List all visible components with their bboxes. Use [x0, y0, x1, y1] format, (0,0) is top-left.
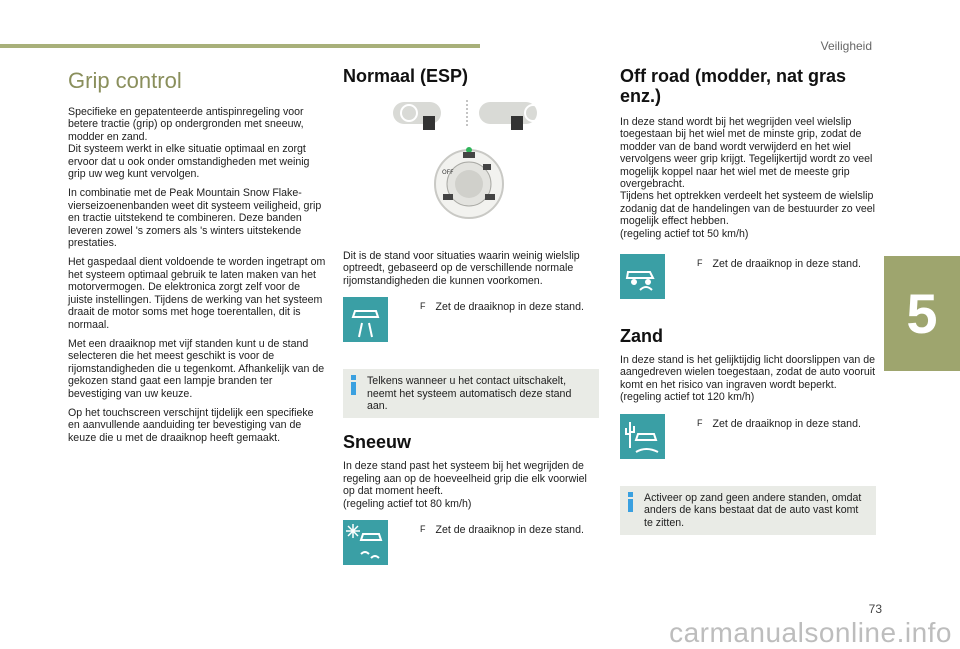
info-text-normal: Telkens wanneer u het contact uitschakelt, neemt het systeem automatisch deze stand aan. [367, 375, 572, 413]
instruction-text: Zet de draaiknop in deze stand. [435, 301, 584, 314]
bullet-marker: F [697, 417, 703, 428]
bullet-marker: F [697, 258, 703, 269]
heading-snow: Sneeuw [343, 432, 412, 453]
instruction-snow [343, 520, 599, 582]
header-accent-bar [0, 44, 480, 48]
instruction-text: Zet de draaiknop in deze stand. [712, 258, 861, 271]
heading-sand: Zand [620, 326, 663, 347]
column-offroad-sand [620, 62, 876, 547]
bullet-marker: F [420, 524, 426, 535]
page-number: 73 [868, 602, 882, 616]
sand-description: In deze stand is het gelijktijdig licht doorslippen van de aangedreven wielen toegestaan, zodat de auto vooruit komt en het risico van ingraven wordt beperkt. (regeling actief tot 120 km/h) [620, 354, 876, 404]
column-normal-snow [343, 62, 599, 592]
normal-description: Dit is de stand voor situaties waarin weinig wielslip optreedt, gebaseerd op de verschillende normale rijomstandigheden die kunnen voorkomen. [343, 250, 580, 287]
instruction-normal [343, 297, 599, 359]
normal-mode-icon [343, 297, 388, 342]
intro-paragraph-3: Het gaspedaal dient voldoende te worden ingetrapt om het systeem optimaal gebruik te laten maken van het motorvermogen. De elektronica zorgt zelf voor de juiste instellingen. Tijdens de werking van het systeem draait de motor soms met hoge toerentallen, dit is normaal. [68, 256, 326, 331]
info-box-normal [343, 369, 599, 418]
intro-paragraph-1: Specifieke en gepatenteerde antispinregeling voor betere tractie (grip) op ondergronden met sneeuw, modder en zand. Dit systeem werkt in elke situatie optimaal en zorgt ervoor dat u ook onder omstandigheden met weinig grip uw weg kunt vervolgen. [68, 106, 310, 181]
section-label: Veiligheid [820, 39, 872, 53]
snow-description: In deze stand past het systeem bij het wegrijden de regeling aan op de hoeveelheid grip die elk voorwiel op dat moment heeft. (regeling actief tot 80 km/h) [343, 460, 587, 510]
heading-offroad: Off road (modder, nat gras enz.) [620, 66, 847, 106]
watermark: carmanualsonline.info [669, 617, 952, 648]
heading-normal: Normaal (ESP) [343, 66, 469, 86]
info-icon [628, 492, 633, 512]
info-text-sand: Activeer op zand geen andere standen, omdat anders de kans bestaat dat de auto vast komt te zitten. [644, 491, 862, 529]
instruction-text: Zet de draaiknop in deze stand. [712, 417, 861, 430]
instruction-sand [620, 414, 876, 476]
intro-paragraph-4: Met een draaiknop met vijf standen kunt u de stand selecteren die het meest geschikt is voor de rijomstandigheden die u tegenkomt. Afhankelijk van de gekozen stand gaat een lampje branden ter bevestiging van uw keuze. [68, 337, 325, 400]
intro-paragraph-5: Op het touchscreen verschijnt tijdelijk een specifieke en aanvullende aanduiding ter bevestiging van de keuze die u met de draaiknop heeft gemaakt. [68, 406, 314, 444]
snow-mode-icon [343, 520, 388, 565]
bullet-marker: F [420, 301, 426, 312]
chapter-tab: 5 [884, 256, 960, 371]
offroad-mode-icon [620, 254, 665, 299]
offroad-description: In deze stand wordt bij het wegrijden veel wielslip toegestaan bij het wiel met de minste grip, zodat de modder van de band wordt verwijderd en het wiel vervolgens weer grip krijgt. Tegelijkertijd wordt zo veel mogelijk koppel naar het wiel met de meeste grip overgebracht. Tijdens het optrekken verdeelt het systeem de wielslip zodanig dat de handelingen van de bestuurder zo veel mogelijk effect hebben. (regeling actief tot 50 km/h) [620, 116, 876, 240]
knob-diagram-icon [343, 94, 599, 244]
page-title: Grip control [68, 68, 182, 93]
info-icon [351, 375, 356, 395]
column-intro [68, 62, 326, 451]
instruction-offroad [620, 254, 876, 316]
intro-paragraph-2: In combinatie met de Peak Mountain Snow Flake-vierseizoenenbanden weet dit systeem veiligheid, grip en tractie uitstekend te combineren. Deze banden leveren zowel 's zomers als 's winters uitstekende prestaties. [68, 187, 322, 250]
instruction-text: Zet de draaiknop in deze stand. [435, 524, 584, 537]
control-knob-illustration [343, 94, 599, 244]
info-box-sand [620, 486, 876, 535]
sand-mode-icon [620, 414, 665, 459]
svg-text:OFF: OFF [442, 169, 454, 176]
